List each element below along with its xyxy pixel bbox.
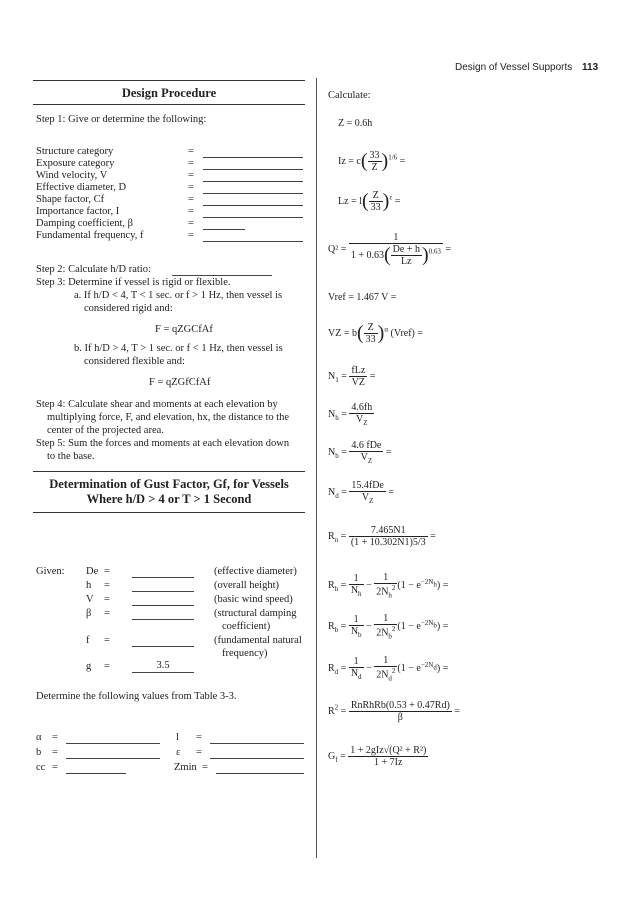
eq-z: Z = 0.6h: [338, 118, 373, 129]
given-desc: (effective diameter): [214, 566, 297, 577]
given-sym: De: [86, 566, 99, 577]
param-eq: =: [188, 146, 194, 157]
param-eq: =: [188, 230, 194, 241]
table-blank[interactable]: [66, 743, 160, 744]
eq-lz-lhs: Lz = l: [338, 195, 362, 207]
given-blank[interactable]: [132, 591, 194, 592]
eq-vz: VZ = b( $\frac{Z}{33}$ )$^\alpha$ (Vref) =: [328, 322, 424, 345]
param-label: Structure category: [36, 146, 114, 157]
given-blank[interactable]: [132, 672, 194, 673]
eq-vref: Vref = 1.467 V =: [328, 292, 397, 303]
page-number: 113: [582, 62, 599, 73]
given-desc-cont: coefficient): [222, 621, 271, 632]
gust-title-line1: Determination of Gust Factor, Gf, for Vessels: [49, 477, 289, 491]
step-4-line2: multiplying force, F, and elevation, hx, the distance to the: [47, 412, 290, 423]
formula-flexible: F = qZGfCfAf: [149, 377, 211, 388]
eq-gf-num: 1 + 2gIz√(Q² + R²): [350, 745, 427, 756]
eq-vz-tail: (Vref) =: [390, 327, 424, 339]
eq: =: [196, 747, 202, 758]
eq-n1: $N_1$ = $\frac{\text{fLz}}{VZ}$ =: [328, 365, 376, 388]
given-blank[interactable]: [132, 646, 194, 647]
given-eq: =: [104, 566, 110, 577]
given-eq: =: [104, 635, 110, 646]
section-rule-bottom: [33, 104, 305, 105]
table-sym-a: cc: [36, 762, 46, 773]
given-label: Given:: [36, 566, 65, 577]
eq-nh: $N_h$ = $\frac{4.6fh}{V_Z}$: [328, 402, 373, 427]
table-blank[interactable]: [66, 773, 126, 774]
param-eq: =: [188, 170, 194, 181]
step-4-line1: Step 4: Calculate shear and moments at each elevation by: [36, 399, 278, 410]
eq-rn-den: (1 + 10.302N1)5/3: [350, 537, 426, 548]
param-label: Damping coefficient, β: [36, 218, 133, 229]
eq-rb: $R_b$ = $\frac{1}{N_b}$ − $\frac{1}{2N_b^2}$ $(1 - e^{-2N_b})$ =: [328, 613, 449, 641]
eq-iz-lhs: Iz = c: [338, 155, 361, 167]
table-note: Determine the following values from Table 3-3.: [36, 691, 237, 702]
eq-r2-den: β: [397, 712, 403, 723]
param-eq: =: [188, 182, 194, 193]
eq-lz-exp: ε: [389, 193, 393, 202]
table-sym-a: α: [36, 732, 42, 743]
given-blank[interactable]: [132, 577, 194, 578]
param-blank[interactable]: [203, 157, 303, 158]
eq-nh-num: 4.6fh: [351, 402, 373, 413]
param-label: Wind velocity, V: [36, 170, 108, 181]
given-desc: (overall height): [214, 580, 280, 591]
eq-iz-exp: 1/6: [388, 153, 398, 162]
calculate-label: Calculate:: [328, 90, 371, 101]
eq-r2: $R^2$ = $\frac{\text{RnRhRb(0.53 + 0.47Rd)}}{\beta}$ =: [328, 700, 460, 723]
step-3: Step 3: Determine if vessel is rigid or flexible.: [36, 277, 231, 288]
eq-nd: $N_d$ = $\frac{\text{15.4fDe}}{V_Z}$ =: [328, 480, 395, 505]
eq-rh: $R_h$ = $\frac{1}{N_h}$ − $\frac{1}{2N_h^2}$ $(1 - e^{-2N_h})$ =: [328, 572, 449, 600]
running-title: Design of Vessel Supports: [455, 62, 573, 73]
given-desc: (basic wind speed): [214, 594, 293, 605]
design-procedure-title: Design Procedure: [121, 86, 217, 100]
eq: =: [52, 747, 58, 758]
step-1: Step 1: Give or determine the following:: [36, 114, 207, 125]
eq: =: [52, 762, 58, 773]
param-blank[interactable]: [203, 241, 303, 242]
given-desc-cont: frequency): [222, 648, 268, 659]
given-eq: =: [104, 661, 110, 672]
given-value: 3.5: [156, 660, 170, 671]
eq-lz: Lz = l( $\frac{Z}{33}$ )$^\varepsilon$ =: [338, 190, 401, 213]
eq: =: [202, 762, 208, 773]
eq-rn: $R_n$ = $\frac{7.465N1}{(1 + 10.302N1)5/3}$ =: [328, 525, 436, 548]
eq: =: [196, 732, 202, 743]
param-blank[interactable]: [203, 181, 303, 182]
step-3a-line1: a. If h/D < 4, T < 1 sec. or f > 1 Hz, then vessel is: [74, 290, 283, 301]
eq-nb: $N_b$ = $\frac{\text{4.6 fDe}}{V_Z}$ =: [328, 440, 392, 465]
given-sym: f: [86, 635, 90, 646]
param-blank[interactable]: [203, 229, 245, 230]
eq-vz-lhs: VZ = b: [328, 327, 357, 339]
eq: =: [52, 732, 58, 743]
given-sym: g: [86, 661, 92, 672]
given-eq: =: [104, 594, 110, 605]
eq-rn-num: 7.465N1: [349, 525, 428, 537]
step-3b-line1: b. If h/D > 4, T > 1 sec. or f < 1 Hz, then vessel is: [74, 343, 283, 354]
table-blank[interactable]: [216, 773, 304, 774]
eq-nd-num: 15.4fDe: [351, 480, 384, 491]
column-divider: [316, 78, 317, 858]
given-sym: h: [86, 580, 92, 591]
param-eq: =: [188, 158, 194, 169]
table-sym-a: b: [36, 747, 42, 758]
gust-rule-top: [33, 471, 305, 472]
given-desc: (fundamental natural: [214, 635, 302, 646]
section-rule-top: [33, 80, 305, 81]
param-blank[interactable]: [203, 169, 303, 170]
param-label: Fundamental frequency, f: [36, 230, 144, 241]
step-2: Step 2: Calculate h/D ratio:: [36, 264, 151, 275]
step-4-line3: center of the projected area.: [47, 425, 164, 436]
eq-r2-num: RnRhRb(0.53 + 0.47Rd): [350, 700, 450, 711]
formula-rigid: F = qZGCfAf: [155, 324, 213, 335]
table-sym-b: l: [176, 732, 179, 743]
step-5-line1: Step 5: Sum the forces and moments at each elevation down: [36, 438, 290, 449]
eq-q2-lhs: Q² =: [328, 243, 347, 255]
table-sym-b: ε: [176, 747, 181, 758]
table-blank[interactable]: [66, 758, 160, 759]
eq-q2: Q² = 1 1 + 0.63( $\frac{De + h}{Lz}$ )$^{0.63}$ =: [328, 232, 452, 267]
param-blank[interactable]: [203, 205, 303, 206]
eq-iz: Iz = c( $\frac{33}{Z}$ )$^{1/6}$ =: [338, 150, 406, 173]
eq-n1-den: VZ: [351, 377, 365, 388]
table-sym-b: Zmin: [174, 762, 197, 773]
param-label: Importance factor, I: [36, 206, 120, 217]
table-blank[interactable]: [210, 758, 304, 759]
eq-n1-num: fLz: [351, 365, 366, 376]
step-3b-line2: considered flexible and:: [84, 356, 185, 367]
step-3a-line2: considered rigid and:: [84, 303, 173, 314]
param-eq: =: [188, 206, 194, 217]
param-eq: =: [188, 194, 194, 205]
eq-gf-den: 1 + 7Iz: [374, 757, 403, 768]
given-eq: =: [104, 608, 110, 619]
param-label: Exposure category: [36, 158, 115, 169]
param-label: Effective diameter, D: [36, 182, 127, 193]
param-label: Shape factor, Cf: [36, 194, 105, 205]
eq-q2-exp: 0.63: [428, 247, 441, 256]
given-blank[interactable]: [132, 605, 194, 606]
gust-title-line2: Where h/D > 4 or T > 1 Second: [86, 492, 252, 506]
param-blank[interactable]: [203, 217, 303, 218]
given-desc: (structural damping: [214, 608, 297, 619]
given-sym: β: [86, 608, 92, 619]
gust-rule-bottom: [33, 512, 305, 513]
given-blank[interactable]: [132, 619, 194, 620]
param-blank[interactable]: [203, 193, 303, 194]
param-eq: =: [188, 218, 194, 229]
step-5-line2: to the base.: [47, 451, 95, 462]
table-blank[interactable]: [210, 743, 304, 744]
eq-nb-num: 4.6 fDe: [351, 440, 382, 451]
given-eq: =: [104, 580, 110, 591]
eq-rd: $R_d$ = $\frac{1}{N_d}$ − $\frac{1}{2N_d^2}$ $(1 - e^{-2N_d})$ =: [328, 655, 449, 683]
eq-gf: $G_f$ = $\frac{\text{1 + 2gIz√(Q² + R²)}}{1 + 7Iz}$: [328, 745, 427, 768]
given-sym: V: [86, 594, 94, 605]
